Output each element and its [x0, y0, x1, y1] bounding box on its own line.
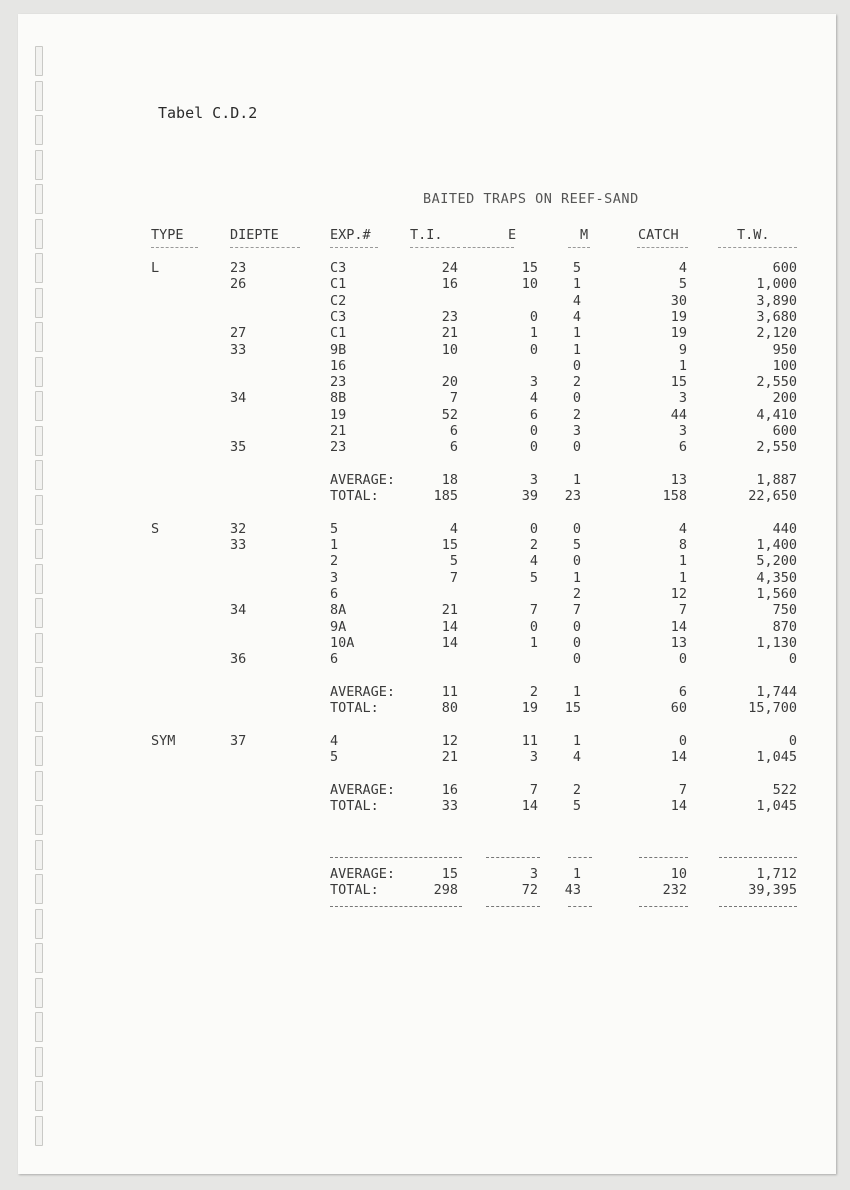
- table-cell-exp: AVERAGE:: [330, 471, 396, 488]
- table-cell-catch: 1: [678, 569, 687, 586]
- table-cell-catch: 3: [678, 390, 687, 407]
- table-cell-e: 3: [529, 749, 538, 765]
- table-cell-catch: 1: [678, 553, 687, 570]
- table-cell-diepte: 34: [230, 390, 247, 407]
- header-underline: [637, 247, 688, 248]
- binding-hole: [35, 288, 43, 318]
- table-cell-tw: 440: [772, 520, 797, 537]
- table-cell-exp: C3: [330, 308, 347, 325]
- table-cell-catch: 0: [678, 651, 687, 668]
- header-underline: [463, 247, 514, 248]
- table-cell-ti: 20: [441, 374, 458, 391]
- table-cell-ti: 16: [441, 276, 458, 293]
- table-cell-catch: 3: [678, 423, 687, 439]
- table-cell-tw: 750: [772, 602, 797, 619]
- grand-cell-m: 43: [564, 882, 581, 899]
- table-cell-diepte: 27: [230, 325, 247, 342]
- table-cell-diepte: 34: [230, 602, 247, 619]
- table-cell-ti: 80: [441, 700, 458, 717]
- table-cell-e: 15: [521, 260, 538, 276]
- table-heading: BAITED TRAPS ON REEF-SAND: [423, 191, 639, 207]
- binding-hole: [35, 426, 43, 456]
- table-cell-m: 1: [572, 471, 581, 488]
- table-cell-m: 7: [572, 602, 581, 619]
- table-cell-exp: 4: [330, 732, 339, 749]
- table-cell-m: 0: [572, 520, 581, 537]
- binding-hole: [35, 529, 43, 559]
- binding-hole: [35, 391, 43, 421]
- table-cell-m: 2: [572, 781, 581, 798]
- grand-cell-exp: TOTAL:: [330, 882, 379, 899]
- table-cell-tw: 15,700: [748, 700, 797, 717]
- table-cell-exp: 6: [330, 651, 339, 668]
- grand-cell-tw: 1,712: [756, 866, 797, 882]
- table-cell-catch: 12: [670, 586, 687, 602]
- table-cell-ti: 14: [441, 634, 458, 651]
- table-cell-e: 2: [529, 683, 538, 700]
- table-cell-e: 10: [521, 276, 538, 293]
- table-cell-e: 39: [521, 488, 538, 505]
- table-cell-exp: 3: [330, 569, 339, 586]
- table-cell-tw: 1,045: [756, 797, 797, 814]
- table-cell-tw: 1,130: [756, 634, 797, 651]
- table-cell-exp: 23: [330, 374, 347, 391]
- table-cell-m: 5: [572, 537, 581, 554]
- table-cell-ti: 14: [441, 618, 458, 635]
- summary-rule: [639, 857, 688, 858]
- table-cell-tw: 4,410: [756, 406, 797, 423]
- table-cell-tw: 1,887: [756, 471, 797, 488]
- table-cell-m: 4: [572, 749, 581, 765]
- table-cell-catch: 7: [678, 602, 687, 619]
- table-cell-diepte: 26: [230, 276, 247, 293]
- table-cell-tw: 522: [772, 781, 797, 798]
- binding-hole: [35, 253, 43, 283]
- binding-hole: [35, 943, 43, 973]
- column-header: CATCH: [638, 227, 679, 243]
- table-cell-m: 2: [572, 586, 581, 602]
- table-cell-tw: 3,890: [756, 292, 797, 309]
- table-cell-e: 0: [529, 618, 538, 635]
- table-cell-tw: 2,550: [756, 374, 797, 391]
- table-cell-catch: 5: [678, 276, 687, 293]
- table-cell-catch: 4: [678, 520, 687, 537]
- binding-hole: [35, 874, 43, 904]
- table-cell-exp: 23: [330, 439, 347, 456]
- table-cell-m: 2: [572, 374, 581, 391]
- table-cell-exp: TOTAL:: [330, 700, 379, 717]
- summary-rule: [568, 906, 592, 907]
- grand-cell-m: 1: [572, 866, 581, 882]
- table-cell-m: 0: [572, 357, 581, 374]
- table-cell-e: 0: [529, 308, 538, 325]
- binding-hole: [35, 909, 43, 939]
- table-cell-tw: 1,744: [756, 683, 797, 700]
- table-cell-exp: 8B: [330, 390, 347, 407]
- binding-hole: [35, 598, 43, 628]
- binding-hole: [35, 1116, 43, 1146]
- binding-hole: [35, 219, 43, 249]
- table-cell-type: SYM: [151, 732, 176, 749]
- binding-hole: [35, 357, 43, 387]
- table-cell-m: 1: [572, 341, 581, 358]
- binding-hole: [35, 736, 43, 766]
- table-cell-catch: 14: [670, 749, 687, 765]
- table-cell-m: 1: [572, 276, 581, 293]
- summary-rule: [330, 906, 462, 907]
- table-cell-catch: 1: [678, 357, 687, 374]
- table-cell-tw: 200: [772, 390, 797, 407]
- table-cell-e: 14: [521, 797, 538, 814]
- binding-hole: [35, 1047, 43, 1077]
- table-cell-catch: 6: [678, 683, 687, 700]
- table-cell-exp: 9A: [330, 618, 347, 635]
- column-header: E: [508, 227, 517, 243]
- binding-hole: [35, 978, 43, 1008]
- binding-hole: [35, 184, 43, 214]
- table-cell-tw: 0: [788, 651, 797, 668]
- table-cell-e: 0: [529, 439, 538, 456]
- table-cell-catch: 14: [670, 618, 687, 635]
- table-cell-exp: C2: [330, 292, 347, 309]
- table-cell-m: 1: [572, 683, 581, 700]
- table-cell-tw: 1,560: [756, 586, 797, 602]
- table-cell-m: 1: [572, 732, 581, 749]
- table-cell-ti: 24: [441, 260, 458, 276]
- grand-cell-ti: 15: [441, 866, 458, 882]
- table-cell-exp: 16: [330, 357, 347, 374]
- table-cell-e: 1: [529, 325, 538, 342]
- table-cell-tw: 600: [772, 423, 797, 439]
- column-header: TYPE: [151, 227, 184, 243]
- table-cell-type: S: [151, 520, 160, 537]
- table-cell-diepte: 33: [230, 537, 247, 554]
- table-cell-exp: 6: [330, 586, 339, 602]
- table-cell-e: 1: [529, 634, 538, 651]
- binding-hole: [35, 460, 43, 490]
- table-cell-exp: AVERAGE:: [330, 683, 396, 700]
- table-cell-catch: 13: [670, 634, 687, 651]
- table-cell-m: 5: [572, 797, 581, 814]
- table-cell-m: 5: [572, 260, 581, 276]
- table-cell-e: 7: [529, 602, 538, 619]
- table-cell-m: 4: [572, 308, 581, 325]
- summary-rule: [568, 857, 592, 858]
- grand-cell-catch: 232: [662, 882, 687, 899]
- table-cell-ti: 16: [441, 781, 458, 798]
- binding-hole: [35, 667, 43, 697]
- grand-cell-e: 72: [521, 882, 538, 899]
- table-cell-e: 0: [529, 520, 538, 537]
- table-cell-diepte: 37: [230, 732, 247, 749]
- table-cell-m: 0: [572, 651, 581, 668]
- column-header: DIEPTE: [230, 227, 279, 243]
- table-cell-tw: 2,550: [756, 439, 797, 456]
- column-header: T.W.: [737, 227, 770, 243]
- header-underline: [718, 247, 797, 248]
- binding-hole: [35, 805, 43, 835]
- table-cell-catch: 4: [678, 260, 687, 276]
- table-cell-catch: 44: [670, 406, 687, 423]
- table-cell-ti: 7: [449, 390, 458, 407]
- table-cell-ti: 185: [433, 488, 458, 505]
- table-cell-catch: 19: [670, 308, 687, 325]
- summary-rule: [719, 857, 797, 858]
- table-cell-tw: 100: [772, 357, 797, 374]
- table-cell-e: 11: [521, 732, 538, 749]
- column-header: T.I.: [410, 227, 443, 243]
- table-cell-type: L: [151, 260, 160, 276]
- binding-hole: [35, 495, 43, 525]
- table-cell-catch: 6: [678, 439, 687, 456]
- table-cell-diepte: 36: [230, 651, 247, 668]
- table-cell-m: 3: [572, 423, 581, 439]
- table-cell-tw: 0: [788, 732, 797, 749]
- table-cell-tw: 22,650: [748, 488, 797, 505]
- binding-hole: [35, 322, 43, 352]
- table-cell-tw: 870: [772, 618, 797, 635]
- binding-hole: [35, 771, 43, 801]
- table-cell-e: 2: [529, 537, 538, 554]
- summary-rule: [639, 906, 688, 907]
- header-underline: [410, 247, 460, 248]
- table-cell-m: 0: [572, 618, 581, 635]
- table-cell-tw: 5,200: [756, 553, 797, 570]
- grand-cell-e: 3: [529, 866, 538, 882]
- table-cell-m: 0: [572, 439, 581, 456]
- table-cell-catch: 60: [670, 700, 687, 717]
- table-cell-diepte: 23: [230, 260, 247, 276]
- table-cell-catch: 8: [678, 537, 687, 554]
- binding-hole: [35, 150, 43, 180]
- column-header: M: [580, 227, 589, 243]
- summary-rule: [486, 857, 540, 858]
- table-cell-diepte: 33: [230, 341, 247, 358]
- table-cell-exp: C1: [330, 325, 347, 342]
- table-cell-catch: 7: [678, 781, 687, 798]
- table-cell-exp: 21: [330, 423, 347, 439]
- table-cell-exp: TOTAL:: [330, 797, 379, 814]
- table-cell-ti: 4: [449, 520, 458, 537]
- table-cell-tw: 1,045: [756, 749, 797, 765]
- binding-hole: [35, 702, 43, 732]
- table-cell-m: 1: [572, 569, 581, 586]
- table-cell-e: 5: [529, 569, 538, 586]
- table-cell-exp: 2: [330, 553, 339, 570]
- table-cell-m: 0: [572, 390, 581, 407]
- table-cell-tw: 1,400: [756, 537, 797, 554]
- grand-cell-tw: 39,395: [748, 882, 797, 899]
- table-cell-exp: AVERAGE:: [330, 781, 396, 798]
- table-cell-e: 7: [529, 781, 538, 798]
- table-cell-m: 23: [564, 488, 581, 505]
- table-cell-ti: 23: [441, 308, 458, 325]
- table-cell-exp: 9B: [330, 341, 347, 358]
- table-cell-ti: 52: [441, 406, 458, 423]
- table-cell-catch: 9: [678, 341, 687, 358]
- table-cell-e: 19: [521, 700, 538, 717]
- table-cell-e: 0: [529, 341, 538, 358]
- table-cell-e: 4: [529, 553, 538, 570]
- table-cell-exp: C1: [330, 276, 347, 293]
- table-cell-ti: 21: [441, 325, 458, 342]
- table-cell-e: 6: [529, 406, 538, 423]
- table-cell-exp: 10A: [330, 634, 355, 651]
- table-cell-ti: 7: [449, 569, 458, 586]
- table-cell-catch: 158: [662, 488, 687, 505]
- table-cell-ti: 15: [441, 537, 458, 554]
- grand-cell-ti: 298: [433, 882, 458, 899]
- table-cell-tw: 1,000: [756, 276, 797, 293]
- table-cell-e: 3: [529, 374, 538, 391]
- binding-hole: [35, 840, 43, 870]
- table-cell-ti: 6: [449, 439, 458, 456]
- table-cell-m: 0: [572, 634, 581, 651]
- table-cell-ti: 5: [449, 553, 458, 570]
- table-cell-ti: 33: [441, 797, 458, 814]
- table-cell-e: 4: [529, 390, 538, 407]
- header-underline: [151, 247, 198, 248]
- table-cell-exp: 1: [330, 537, 339, 554]
- table-cell-catch: 14: [670, 797, 687, 814]
- table-cell-m: 4: [572, 292, 581, 309]
- table-cell-exp: 8A: [330, 602, 347, 619]
- table-caption: Tabel C.D.2: [158, 104, 258, 122]
- table-cell-catch: 19: [670, 325, 687, 342]
- table-cell-exp: TOTAL:: [330, 488, 379, 505]
- table-cell-tw: 4,350: [756, 569, 797, 586]
- binding-hole: [35, 564, 43, 594]
- summary-rule: [486, 906, 540, 907]
- table-cell-exp: 5: [330, 749, 339, 765]
- table-cell-exp: 19: [330, 406, 347, 423]
- binding-hole: [35, 81, 43, 111]
- table-cell-e: 3: [529, 471, 538, 488]
- table-cell-ti: 12: [441, 732, 458, 749]
- table-cell-ti: 6: [449, 423, 458, 439]
- binding-hole: [35, 115, 43, 145]
- header-underline: [568, 247, 590, 248]
- grand-cell-exp: AVERAGE:: [330, 866, 396, 882]
- table-cell-catch: 30: [670, 292, 687, 309]
- table-cell-tw: 3,680: [756, 308, 797, 325]
- table-cell-m: 15: [564, 700, 581, 717]
- summary-rule: [719, 906, 797, 907]
- binding-hole: [35, 1012, 43, 1042]
- table-cell-ti: 11: [441, 683, 458, 700]
- summary-rule: [330, 857, 462, 858]
- table-cell-catch: 15: [670, 374, 687, 391]
- table-cell-tw: 2,120: [756, 325, 797, 342]
- table-cell-diepte: 35: [230, 439, 247, 456]
- binding-hole: [35, 1081, 43, 1111]
- table-cell-tw: 950: [772, 341, 797, 358]
- header-underline: [230, 247, 300, 248]
- table-cell-tw: 600: [772, 260, 797, 276]
- table-cell-ti: 18: [441, 471, 458, 488]
- table-cell-diepte: 32: [230, 520, 247, 537]
- table-cell-m: 2: [572, 406, 581, 423]
- document-page: [18, 14, 836, 1174]
- table-cell-ti: 10: [441, 341, 458, 358]
- table-cell-exp: 5: [330, 520, 339, 537]
- table-cell-m: 0: [572, 553, 581, 570]
- grand-cell-catch: 10: [670, 866, 687, 882]
- binding-hole: [35, 46, 43, 76]
- table-cell-ti: 21: [441, 602, 458, 619]
- column-header: EXP.#: [330, 227, 371, 243]
- table-cell-catch: 13: [670, 471, 687, 488]
- table-cell-m: 1: [572, 325, 581, 342]
- header-underline: [330, 247, 378, 248]
- table-cell-e: 0: [529, 423, 538, 439]
- table-cell-exp: C3: [330, 260, 347, 276]
- table-cell-catch: 0: [678, 732, 687, 749]
- table-cell-ti: 21: [441, 749, 458, 765]
- binding-hole: [35, 633, 43, 663]
